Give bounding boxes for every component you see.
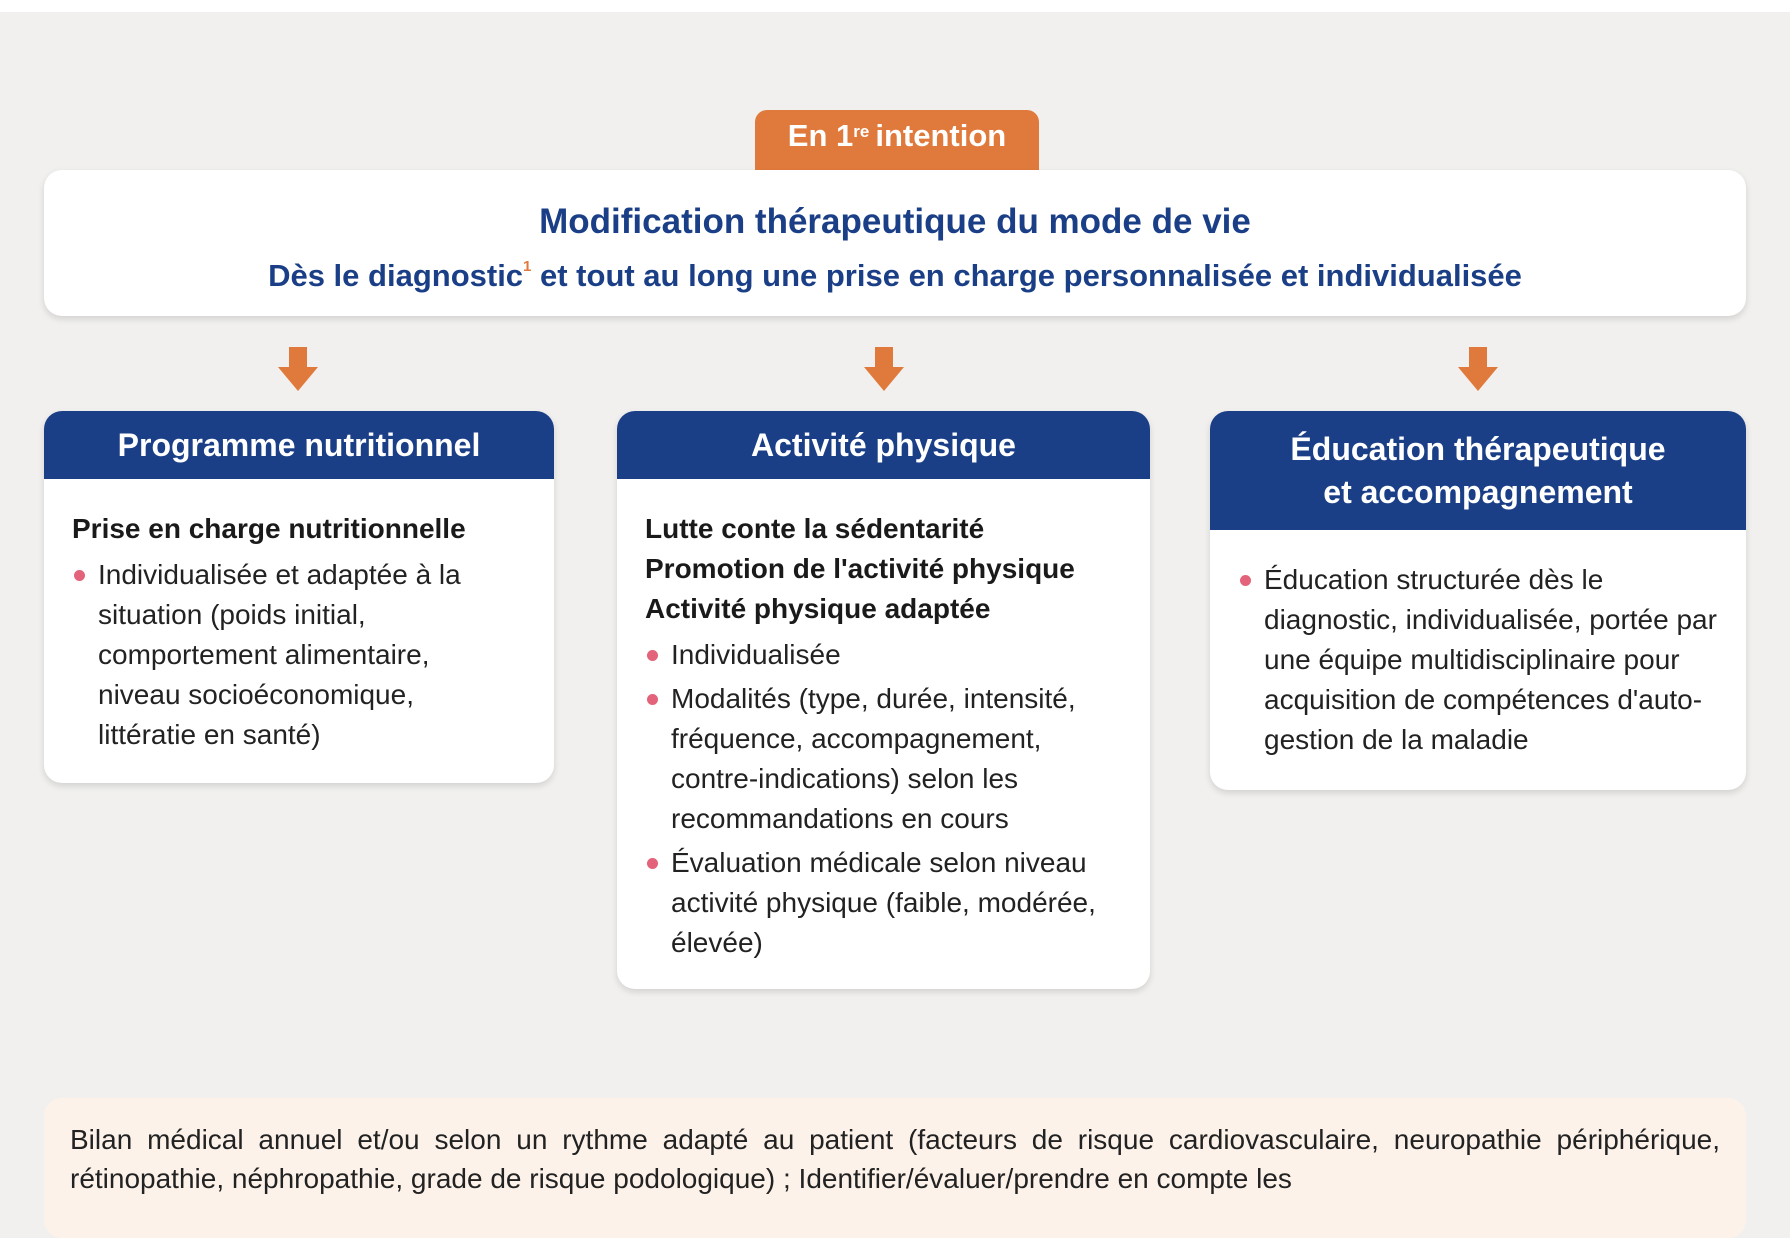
bullet-item: Évaluation médicale selon niveau activité physique (faible, modérée, élevée) [645,843,1111,963]
card-header-line: Éducation thérapeutique [1290,430,1666,467]
card-body [617,479,1150,963]
annual-checkup-text: Bilan médical annuel et/ou selon un rythme adapté au patient (facteurs de risque cardiovasculaire, neuropathie périphérique, rétinopathie, néphropathie, grade de risque podologique) ; Identifier/évaluer/prendre en compte les [70,1124,1720,1194]
intent-title: Modification thérapeutique du mode de vie [539,202,1251,241]
nutrition-program-card [44,411,554,783]
physical-activity-card [617,411,1150,989]
card-header: Activité physique [617,411,1150,479]
intent-subtitle [44,258,1746,294]
bold-line: Promotion de l'activité physique [645,553,1075,584]
bullet-list [1238,560,1718,760]
lifestyle-modification-box [44,170,1746,316]
intent-subtitle-part-b: et tout au long une prise en charge personnalisée et individualisée [531,258,1522,293]
footnote-marker: 1 [523,257,532,275]
arrow-down-icon [864,347,904,391]
first-line-tab [755,110,1039,172]
top-strip [0,0,1790,12]
arrow-down-icon [1458,347,1498,391]
bold-line: Activité physique adaptée [645,593,991,624]
bold-line: Prise en charge nutritionnelle [72,513,466,544]
tab-prefix: En 1 [787,118,854,153]
card-body [44,479,554,755]
bullet-list [72,555,526,755]
arrow-down-icon [278,347,318,391]
bullet-item: Éducation structurée dès le diagnostic, individualisée, portée par une équipe multidisciplinaire pour acquisition de compétences d'auto-gestion de la maladie [1238,560,1718,760]
annual-checkup-box [44,1098,1746,1238]
bold-line: Lutte conte la sédentarité [645,513,985,544]
card-header: Programme nutritionnel [44,411,554,479]
bullet-list [645,635,1122,963]
tab-superscript: re [853,122,870,141]
bullet-item: Modalités (type, durée, intensité, fréquence, accompagnement, contre-indications) selon les recommandations en cours [645,679,1122,839]
tab-suffix: intention [875,118,1007,153]
card-body [1210,530,1746,760]
card-header [1210,411,1746,530]
bullet-item: Individualisée [645,635,1122,675]
card-header-line: et accompagnement [1323,473,1633,510]
intent-subtitle-part-a: Dès le diagnostic [268,258,524,293]
therapeutic-education-card [1210,411,1746,790]
bullet-item: Individualisée et adaptée à la situation (poids initial, comportement alimentaire, niveau socioéconomique, littératie en santé) [72,555,498,755]
